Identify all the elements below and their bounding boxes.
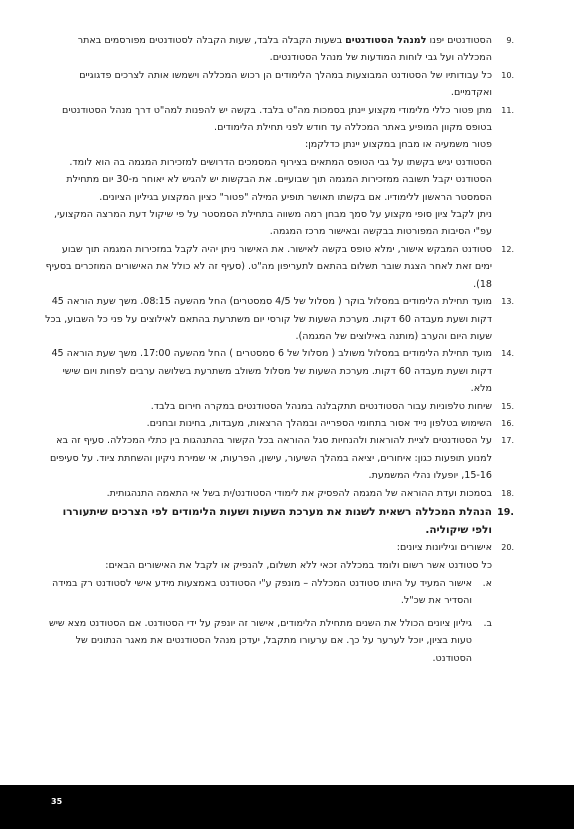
list-item	[44, 32, 514, 67]
list-item	[44, 398, 514, 415]
item-number: 12.	[501, 244, 514, 254]
item-text: מתן פטור כללי מלימודי מקצוע יינתן בסמכות מה"ט בלבד. בקשה יש להפנות למה"ט דרך מנהל הסטודנטים בטופס מקוון המופיע באתר המכללה עד חודש לפני תחילת הלימודים.	[61, 104, 492, 134]
sub-item-text: גיליון ציונים הכולל את השנים מתחילת הלימודים, אישור זה יונפק על ידי הסטודנט. אם הסטודנט מצא שיש טעות בציון, יוכל לערער על כך. אם ערעורו מתקבל, יעדכן מנהל הסטודנטים את מאגר הנתונים של הסטודנט.	[48, 617, 472, 664]
item-text: כל עבודותיו של הסטודנט המבוצעות במהלך הלימודים הן רכוש המכללה וישמשו אותה לצרכים פדגוגיים ואקדמיים.	[79, 69, 492, 99]
item-text: שיחות טלפוניות עבור הסטודנטים תתקבלנה במנהל הסטודנטים במקרה חירום בלבד.	[150, 400, 492, 412]
item-text: השימוש בטלפון נייד אסור בתחומי הספרייה ובמהלך הרצאות, מעבדות, בחינות ובחנים.	[146, 417, 492, 429]
sub-item-letter: א.	[482, 577, 492, 589]
item-number: 19.	[497, 506, 514, 518]
list-item	[44, 539, 514, 556]
sub-item-letter: ב.	[483, 617, 492, 629]
item-number: 18.	[501, 488, 514, 498]
item-text: הנהלת המכללה רשאית לשנות את מערכת השעות ושעות הלימודים לפי הצרכים שיתעוררו ולפי שיקוליה.	[62, 505, 492, 536]
item-number: 13.	[501, 297, 514, 307]
paragraph: ניתן לקבל ציון סופי מקצוע על סמך מבחן רמה משווה בתחילת הסמסטר על פי שיקול דעת המרצה המקצועי, עפ"י הסיבות המפורטות בבקשה ובאישור מרכז המגמה.	[54, 209, 492, 238]
item-text: אישורים וגיליונות ציונים:	[396, 542, 492, 554]
page-footer-bar	[0, 785, 574, 829]
list-item	[44, 432, 514, 484]
item-text: על הסטודנטים לציית להוראות ולהנחיות סגל ההוראה בכל הקשור בהתנהגות בין כתלי המכללה. סעיף זה בא למנוע תופעות כגון: איחורים, יציאה במהלך השיעור, עישון, הפרעות, אי שמירת ניקיון והשחתת ציוד. על סעיפים 15-16, יופעלו נהלי המשמעת.	[49, 435, 492, 482]
item-number: 15.	[501, 401, 514, 411]
item-number: 16.	[501, 418, 514, 428]
item-number: 17.	[501, 436, 514, 446]
sub-item	[44, 575, 514, 610]
item-number: 10.	[501, 70, 514, 80]
item-text: מועד תחילת הלימודים במסלול בוקר ( מסלול של 4/5 סמסטרים) החל מהשעה 08:15. משך שעת הוראה 45 דקות ושעת מעבדה 60 דקות. מערכת השעות של קורסי יום משתרעת בהתאם לאילוצים על פני כל השבוע, בכל שעות היום והערב (מותנה באילוצים של המגמה).	[45, 296, 492, 342]
list-item	[44, 67, 514, 102]
list-item	[44, 293, 514, 345]
sub-item-text: אישור המעיד על היותו סטודנט המכללה – מונפק ע"י הסטודנט באמצעות מידע אישי לסטודנט רק במידה והסדיר את שכ"ל.	[51, 577, 472, 607]
list-item	[44, 102, 514, 137]
paragraph: הסטודנט יגיש בקשתו על גבי הטופס המתאים בצירוף המסמכים הדרושים למזכירות המגמה בה הוא לומד. הסטודנט יקבל תשובה ממזכירות המגמה תוך שבועיים. את הבקשות יש להגיש לא יאוחר מ-30 יום מתחילת הסמסטר הראשון ללימודיו. אם בקשתו תאושר תופיע המילה "פטור" כציון המקצוע בגיליון הציונים.	[66, 156, 492, 203]
paragraph: כל סטודנט אשר רשום ולומד במכללה זכאי ללא תשלום, להנפיק או לקבל את האישורים הבאים:	[105, 559, 492, 571]
paragraph: פטור משמעיה או מבחן במקצוע יינתן כדלקמן:	[304, 139, 492, 151]
list-item	[44, 415, 514, 432]
item-text: בסמכות ועדת ההוראה של המגמה להפסיק את לימודי הסטודנט/ית בשל אי התאמה התנהגותית.	[106, 487, 492, 499]
list-item	[44, 241, 514, 293]
list-item	[44, 345, 514, 397]
item-text: הסטודנטים יפנו	[426, 35, 492, 46]
regulations-text	[44, 32, 514, 667]
item-number: 11.	[501, 105, 514, 115]
list-item	[44, 485, 514, 502]
item-number: 14.	[501, 349, 514, 359]
item-text: סטודנט המבקש אישור, ימלא טופס בקשה לאישור. את האישור ניתן יהיה לקבל במזכירות המגמה תוך שבוע ימים זאת לאחר הצגת שובר תשלום בהתאם לתעריפון מה"ט. (סעיף זה לא כולל את האישורים המוזכרים בסעיף 18).	[45, 243, 492, 290]
item-text-bold: למנהל הסטודנטים	[345, 35, 427, 46]
item-text: מועד תחילת הלימודים במסלול משולב ( מסלול של 6 סמסטרים ) החל מהשעה 17:00. משך שעת הוראה 45 דקות ושעת מעבדה 60 דקות. מערכת השעות של מסלול משולב משתרעת בשלושה ערבים לפחות ויום שישי מלא.	[51, 348, 492, 395]
sub-item	[44, 615, 514, 667]
item-number: 20.	[501, 543, 514, 553]
item-text: בשעות הקבלה בלבד, שעות הקבלה לסטודנטים מפורסמים באתר המכללה ועל גבי לוחות המודעות של מנהל הסטודנטים.	[77, 35, 492, 64]
item-number: 9.	[506, 36, 514, 45]
list-item-bold	[44, 504, 514, 539]
page-number: 35	[51, 797, 63, 806]
